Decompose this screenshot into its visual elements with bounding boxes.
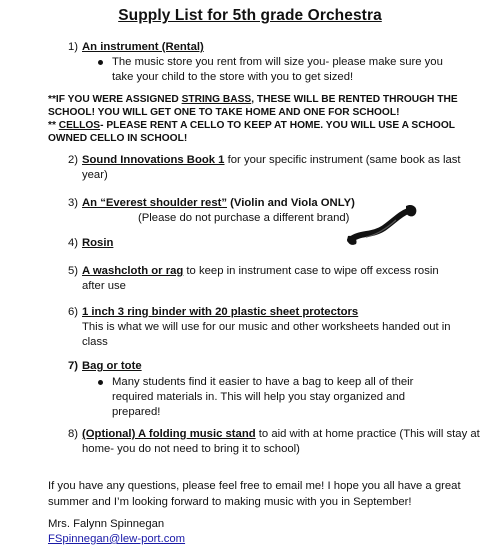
item-3-note: (Please do not purchase a different brand) — [138, 212, 350, 224]
list-item-2 — [68, 153, 468, 185]
item-title: A washcloth or rag — [82, 265, 184, 277]
item-title: An instrument (Rental) — [82, 41, 204, 53]
item-title: Bag or tote — [82, 360, 142, 372]
item-1-bullet — [98, 55, 458, 85]
item-title: Sound Innovations Book 1 — [82, 154, 225, 166]
page-title: Supply List for 5th grade Orchestra — [118, 7, 382, 24]
signature-email-link[interactable]: FSpinnegan@lew-port.com — [48, 533, 186, 545]
notice-text: **IF YOU WERE ASSIGNED — [48, 94, 182, 105]
list-item-1 — [68, 40, 488, 55]
notice-text: , THESE WILL BE RENTED THROUGH THE SCHOOL! YOU WILL GET ONE TO TAKE HOME AND ONE FOR SCHOOL! — [48, 94, 458, 118]
item-body — [82, 305, 472, 350]
item-note: (Violin and Viola ONLY) — [227, 197, 355, 209]
item-title: 1 inch 3 ring binder with 20 plastic sheet protectors — [82, 306, 359, 318]
item-number: 7) — [68, 360, 79, 372]
item-text: to keep in instrument case to wipe off excess rosin after use — [82, 265, 439, 292]
list-item-6 — [68, 305, 468, 353]
bullet-icon — [98, 380, 103, 385]
closing-paragraph: If you have any questions, please feel free to email me! I hope you all have a great summer and I’m looking forward to making music with you in September! — [48, 480, 461, 508]
notice-term: CELLOS — [58, 120, 101, 131]
item-text: This is what we will use for our music and other worksheets handed out in class — [82, 321, 451, 348]
list-item-8 — [68, 427, 488, 459]
notice-text: - PLEASE RENT A CELLO TO KEEP AT HOME. YOU WILL USE A SCHOOL OWNED CELLO IN SCHOOL! — [48, 120, 455, 144]
signature-name: Mrs. Falynn Spinnegan — [48, 518, 165, 530]
item-text: to aid with at home practice (This will stay at home- you do not need to bring it to school) — [82, 428, 480, 455]
list-item-5 — [68, 264, 468, 296]
cello-notice — [48, 119, 468, 145]
shoulder-rest-image — [346, 202, 420, 250]
notice-text: ** — [48, 120, 59, 131]
item-number: 6) — [68, 306, 79, 318]
bullet-text: The music store you rent from will size you- please make sure you take your child to the store with you to get sized! — [112, 56, 443, 83]
item-title: An “Everest shoulder rest” — [82, 197, 228, 209]
notice-term: STRING BASS — [181, 94, 252, 105]
bullet-icon — [98, 60, 103, 65]
item-title: (Optional) A folding music stand — [82, 428, 256, 440]
list-item-4 — [68, 236, 168, 251]
item-number: 5) — [68, 265, 79, 277]
bullet-text: Many students find it easier to have a bag to keep all of their required materials in. This will help you stay organized and prepared! — [112, 376, 414, 418]
item-number: 4) — [68, 237, 79, 249]
item-body — [82, 427, 482, 457]
item-body — [82, 153, 462, 183]
item-number: 2) — [68, 154, 79, 166]
item-number: 3) — [68, 197, 79, 209]
item-7-bullet — [98, 375, 458, 421]
item-number: 1) — [68, 41, 79, 53]
item-title: Rosin — [82, 237, 114, 249]
item-number: 8) — [68, 428, 79, 440]
item-text: for your specific instrument (same book as last year) — [82, 154, 461, 181]
item-body — [82, 264, 457, 294]
list-item-7 — [68, 359, 268, 374]
string-bass-notice — [48, 93, 488, 119]
